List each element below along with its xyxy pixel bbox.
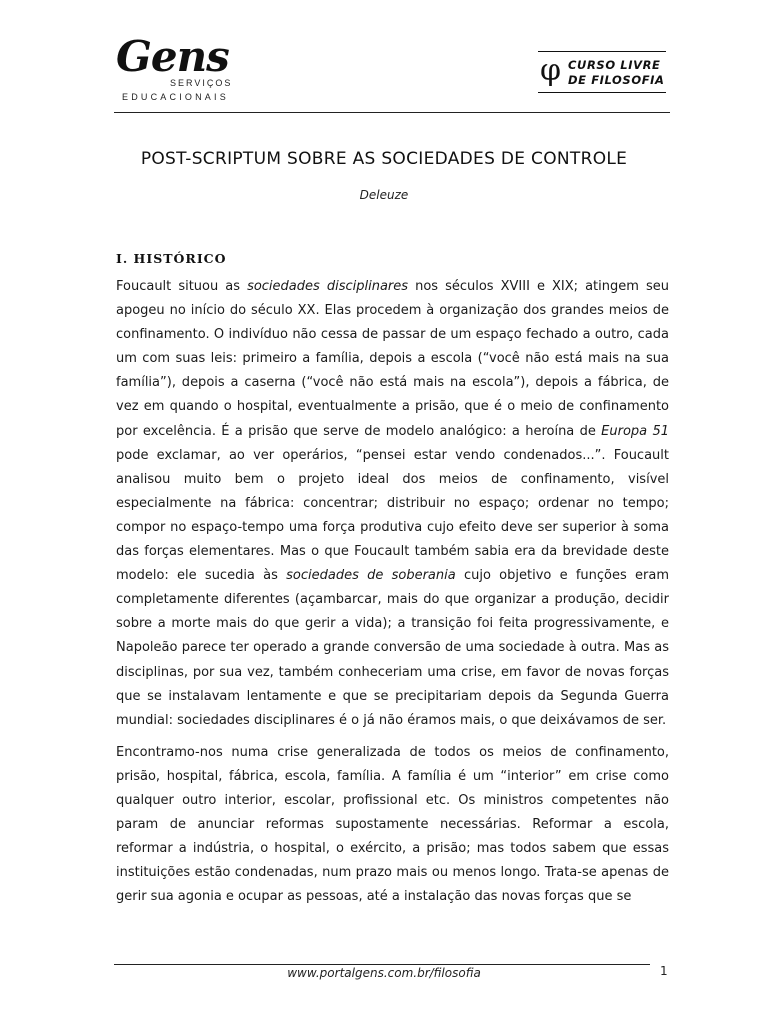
document-author: Deleuze xyxy=(359,188,409,202)
p1-emphasis-disciplinares: sociedades disciplinares xyxy=(247,279,409,294)
gens-brand-text: Gens xyxy=(116,32,229,81)
phi-icon: φ xyxy=(540,53,562,88)
curso-livre-logo xyxy=(538,51,666,93)
curso-livre-line-2: DE FILOSOFIA xyxy=(568,73,665,87)
curso-livre-line-1: CURSO LIVRE xyxy=(568,58,661,72)
paragraph-1 xyxy=(116,275,669,733)
header-divider xyxy=(114,112,670,113)
document-body xyxy=(116,275,669,917)
p1-text-a: Foucault situou as xyxy=(116,279,248,294)
gens-logo xyxy=(114,32,234,102)
p1-emphasis-europa: Europa 51 xyxy=(601,423,669,439)
footer-url: www.portalgens.com.br/filosofia xyxy=(287,966,481,980)
section-heading: I. HISTÓRICO xyxy=(116,251,227,266)
p1-text-c: nos séculos XVIII e XIX; atingem seu apogeu no início do século XX. Elas procedem à organização dos grandes meios de confinamento. O indivíduo não cessa de passar de um espaço fechado a outro, cada um com suas leis: primeiro a família, depois a escola (“você não está mais na sua família”), depois a caserna (“você não está mais na escola”), depois a fábrica, de vez em quando o hospital, eventualmente a prisão, que é o meio de confinamento por excelência. É a prisão que serve de modelo analógico: a heroína de xyxy=(116,279,669,439)
p1-text-e: pode exclamar, ao ver operários, “pensei estar vendo condenados...”. Foucault analisou muito bem o projeto ideal dos meios de confinamento, visível especialmente na fábrica: concentrar; distribuir no espaço; ordenar no tempo; compor no espaço-tempo uma força produtiva cujo efeito deve ser superior à soma das forças elementares. Mas o que Foucault também sabia era da brevidade deste modelo: ele sucedia às xyxy=(116,447,669,584)
p1-emphasis-soberania: sociedades de soberania xyxy=(286,568,456,584)
page-number: 1 xyxy=(660,964,668,978)
paragraph-2: Encontramo-nos numa crise generalizada de todos os meios de confinamento, prisão, hospital, fábrica, escola, família. A família é um “interior” em crise como qualquer outro interior, escolar, profissional etc. Os ministros competentes não param de anunciar reformas supostamente necessárias. Reformar a escola, reformar a indústria, o hospital, o exército, a prisão; mas todos sabem que essas instituições estão condenadas, num prazo mais ou menos longo. Trata-se apenas de gerir sua agonia e ocupar as pessoas, até a instalação das novas forças que se xyxy=(116,744,669,905)
page-header xyxy=(114,32,670,116)
p1-text-g: cujo objetivo e funções eram completamente diferentes (açambarcar, mais do que organizar a produção, decidir sobre a morte mais do que gerir a vida); a transição foi feita progressivamente, e Napoleão parece ter operado a grande conversão de uma sociedade à outra. Mas as disciplinas, por sua vez, também conheceriam uma crise, em favor de novas forças que se instalavam lentamente e que se precipitariam depois da Segunda Guerra mundial: sociedades disciplinares é o já não éramos mais, o que deixávamos de ser. xyxy=(116,568,669,728)
gens-subtitle-2: EDUCACIONAIS xyxy=(122,92,229,102)
document-title: POST-SCRIPTUM SOBRE AS SOCIEDADES DE CONTROLE xyxy=(140,149,628,169)
gens-subtitle-1: SERVIÇOS xyxy=(170,78,233,88)
footer-divider xyxy=(114,964,650,965)
